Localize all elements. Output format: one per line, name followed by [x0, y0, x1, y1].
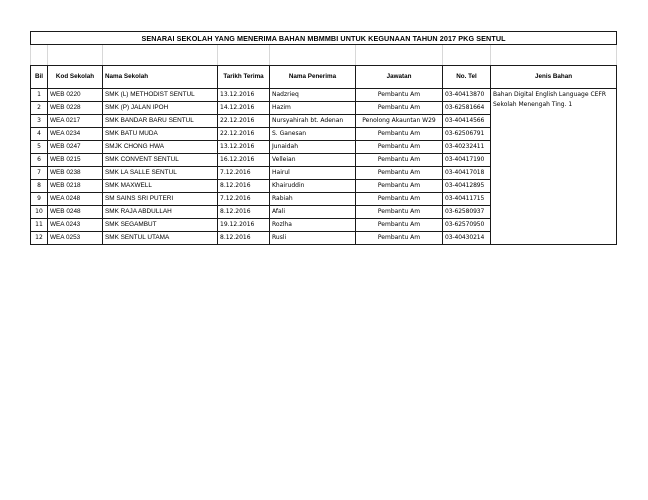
cell-nama-sekolah: SMK (P) JALAN IPOH	[103, 102, 218, 115]
cell-nama-penerima: Hazim	[270, 102, 356, 115]
cell-bil: 9	[31, 193, 48, 206]
cell-kod-sekolah: WEA 0253	[48, 232, 103, 245]
blank-cell	[218, 45, 270, 66]
header-nama-penerima: Nama Penerima	[270, 66, 356, 89]
cell-tarikh-terima: 8.12.2016	[218, 232, 270, 245]
cell-nama-penerima: Nursyahirah bt. Adenan	[270, 115, 356, 128]
cell-jawatan: Pembantu Am	[356, 167, 443, 180]
cell-bil: 11	[31, 219, 48, 232]
cell-no-tel: 03-62581664	[443, 102, 491, 115]
cell-nama-penerima: Rusli	[270, 232, 356, 245]
cell-jawatan: Pembantu Am	[356, 154, 443, 167]
cell-tarikh-terima: 14.12.2016	[218, 102, 270, 115]
cell-jawatan: Pembantu Am	[356, 232, 443, 245]
cell-bil: 1	[31, 89, 48, 102]
cell-tarikh-terima: 8.12.2016	[218, 180, 270, 193]
cell-nama-penerima: Nadzrieq	[270, 89, 356, 102]
blank-cell	[443, 45, 491, 66]
cell-tarikh-terima: 16.12.2016	[218, 154, 270, 167]
header-nama-sekolah: Nama Sekolah	[103, 66, 218, 89]
cell-kod-sekolah: WEB 0247	[48, 141, 103, 154]
cell-no-tel: 03-40413870	[443, 89, 491, 102]
school-list-table	[30, 31, 617, 245]
cell-bil: 12	[31, 232, 48, 245]
cell-jawatan: Pembantu Am	[356, 89, 443, 102]
blank-cell	[356, 45, 443, 66]
cell-tarikh-terima: 22.12.2016	[218, 115, 270, 128]
cell-nama-sekolah: SMK BATU MUDA	[103, 128, 218, 141]
cell-kod-sekolah: WEB 0238	[48, 167, 103, 180]
cell-tarikh-terima: 19.12.2016	[218, 219, 270, 232]
cell-no-tel: 03-40232411	[443, 141, 491, 154]
blank-cell	[103, 45, 218, 66]
cell-nama-penerima: Velleian	[270, 154, 356, 167]
blank-cell	[48, 45, 103, 66]
cell-bil: 7	[31, 167, 48, 180]
cell-bil: 6	[31, 154, 48, 167]
cell-nama-sekolah: SMJK CHONG HWA	[103, 141, 218, 154]
header-row	[31, 66, 617, 89]
cell-jawatan: Penolong Akauntan W29	[356, 115, 443, 128]
cell-nama-penerima: Rozlha	[270, 219, 356, 232]
cell-tarikh-terima: 13.12.2016	[218, 89, 270, 102]
cell-nama-sekolah: SMK SENTUL UTAMA	[103, 232, 218, 245]
cell-jenis-bahan: Bahan Digital English Language CEFR Sekolah Menengah Ting. 1	[491, 89, 617, 245]
header-kod-sekolah: Kod Sekolah	[48, 66, 103, 89]
cell-kod-sekolah: WEB 0215	[48, 154, 103, 167]
cell-tarikh-terima: 7.12.2016	[218, 193, 270, 206]
cell-nama-penerima: Junaidah	[270, 141, 356, 154]
cell-no-tel: 03-40411715	[443, 193, 491, 206]
blank-cell	[31, 45, 48, 66]
cell-nama-sekolah: SMK SEGAMBUT	[103, 219, 218, 232]
cell-no-tel: 03-40417018	[443, 167, 491, 180]
blank-cell	[491, 45, 617, 66]
cell-kod-sekolah: WEA 0234	[48, 128, 103, 141]
cell-nama-sekolah: SMK BANDAR BARU SENTUL	[103, 115, 218, 128]
cell-no-tel: 03-62506791	[443, 128, 491, 141]
cell-nama-sekolah: SMK CONVENT SENTUL	[103, 154, 218, 167]
cell-nama-sekolah: SMK (L) METHODIST SENTUL	[103, 89, 218, 102]
cell-jawatan: Pembantu Am	[356, 128, 443, 141]
cell-kod-sekolah: WEA 0243	[48, 219, 103, 232]
cell-tarikh-terima: 13.12.2016	[218, 141, 270, 154]
cell-nama-penerima: Hairul	[270, 167, 356, 180]
cell-no-tel: 03-40417190	[443, 154, 491, 167]
header-bil: Bil	[31, 66, 48, 89]
cell-tarikh-terima: 7.12.2016	[218, 167, 270, 180]
cell-jawatan: Pembantu Am	[356, 193, 443, 206]
cell-bil: 4	[31, 128, 48, 141]
cell-nama-sekolah: SMK RAJA ABDULLAH	[103, 206, 218, 219]
cell-jawatan: Pembantu Am	[356, 219, 443, 232]
cell-no-tel: 03-62580937	[443, 206, 491, 219]
title-row	[31, 32, 617, 45]
cell-kod-sekolah: WEB 0248	[48, 206, 103, 219]
cell-bil: 2	[31, 102, 48, 115]
table-row	[31, 89, 617, 102]
header-tarikh-terima: Tarikh Terima	[218, 66, 270, 89]
cell-jawatan: Pembantu Am	[356, 206, 443, 219]
cell-nama-sekolah: SMK MAXWELL	[103, 180, 218, 193]
cell-no-tel: 03-40412895	[443, 180, 491, 193]
cell-nama-penerima: Afali	[270, 206, 356, 219]
cell-no-tel: 03-62570950	[443, 219, 491, 232]
cell-nama-sekolah: SM SAINS SRI PUTERI	[103, 193, 218, 206]
cell-kod-sekolah: WEA 0217	[48, 115, 103, 128]
cell-nama-penerima: Rabiah	[270, 193, 356, 206]
cell-bil: 10	[31, 206, 48, 219]
cell-nama-penerima: Khairuddin	[270, 180, 356, 193]
header-no-tel: No. Tel	[443, 66, 491, 89]
cell-no-tel: 03-40430214	[443, 232, 491, 245]
cell-kod-sekolah: WEB 0220	[48, 89, 103, 102]
cell-nama-penerima: S. Ganesan	[270, 128, 356, 141]
cell-kod-sekolah: WEA 0248	[48, 193, 103, 206]
cell-kod-sekolah: WEB 0228	[48, 102, 103, 115]
cell-nama-sekolah: SMK LA SALLE SENTUL	[103, 167, 218, 180]
blank-cell	[270, 45, 356, 66]
cell-tarikh-terima: 8.12.2016	[218, 206, 270, 219]
cell-jawatan: Pembantu Am	[356, 141, 443, 154]
cell-bil: 5	[31, 141, 48, 154]
cell-kod-sekolah: WEB 0218	[48, 180, 103, 193]
blank-row	[31, 45, 617, 66]
table-body	[31, 89, 617, 245]
cell-bil: 3	[31, 115, 48, 128]
cell-bil: 8	[31, 180, 48, 193]
cell-jawatan: Pembantu Am	[356, 180, 443, 193]
header-jenis-bahan: Jenis Bahan	[491, 66, 617, 89]
sheet-title: SENARAI SEKOLAH YANG MENERIMA BAHAN MBMMBI UNTUK KEGUNAAN TAHUN 2017 PKG SENTUL	[31, 32, 617, 45]
header-jawatan: Jawatan	[356, 66, 443, 89]
cell-no-tel: 03-40414566	[443, 115, 491, 128]
cell-jawatan: Pembantu Am	[356, 102, 443, 115]
cell-tarikh-terima: 22.12.2016	[218, 128, 270, 141]
